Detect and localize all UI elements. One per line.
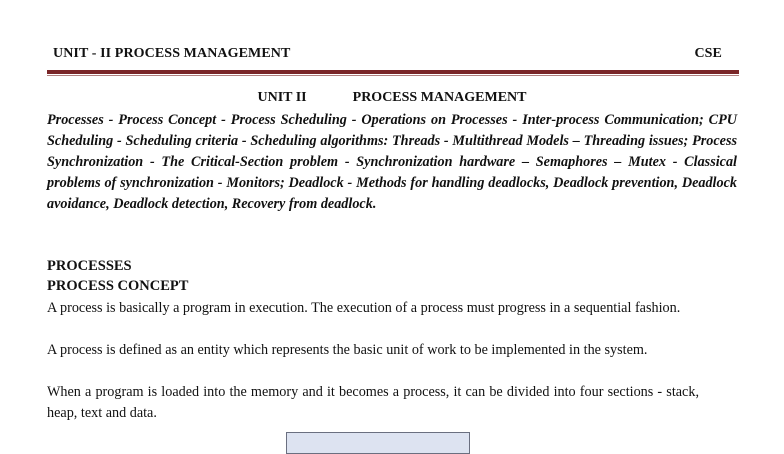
header-rule <box>47 70 739 74</box>
paragraph: When a program is loaded into the memory and it becomes a process, it can be divided into four sections - stack, heap, text and data. <box>47 384 699 421</box>
section-heading-process-concept: PROCESS CONCEPT <box>47 278 189 294</box>
header-department: CSE <box>694 46 722 61</box>
header-rule-thin <box>47 75 739 76</box>
paragraph: A process is basically a program in execution. The execution of a process must progress in a sequential fashion. <box>47 300 681 316</box>
unit-name: PROCESS MANAGEMENT <box>352 90 527 105</box>
header-unit-title: UNIT - II PROCESS MANAGEMENT <box>53 46 291 61</box>
running-header <box>53 46 722 66</box>
process-memory-figure <box>286 432 470 454</box>
unit-number: UNIT II <box>257 90 307 105</box>
paragraph: A process is defined as an entity which represents the basic unit of work to be implemented in the system. <box>47 342 648 358</box>
syllabus-topics: Processes - Process Concept - Process Scheduling - Operations on Processes - Inter-process Communication; CPU Scheduling - Scheduling criteria - Scheduling algorithms: Threads - Multithread Models – Threading issues; Process Synchronization - The Critical-Section problem - Synchronization hardware – Semaphores – Mutex - Classical problems of synchronization - Monitors; Deadlock - Methods for handling deadlocks, Deadlock prevention, Deadlock avoidance, Deadlock detection, Recovery from deadlock. <box>47 112 737 212</box>
section-heading-processes: PROCESSES <box>47 258 132 274</box>
unit-title <box>0 90 784 106</box>
